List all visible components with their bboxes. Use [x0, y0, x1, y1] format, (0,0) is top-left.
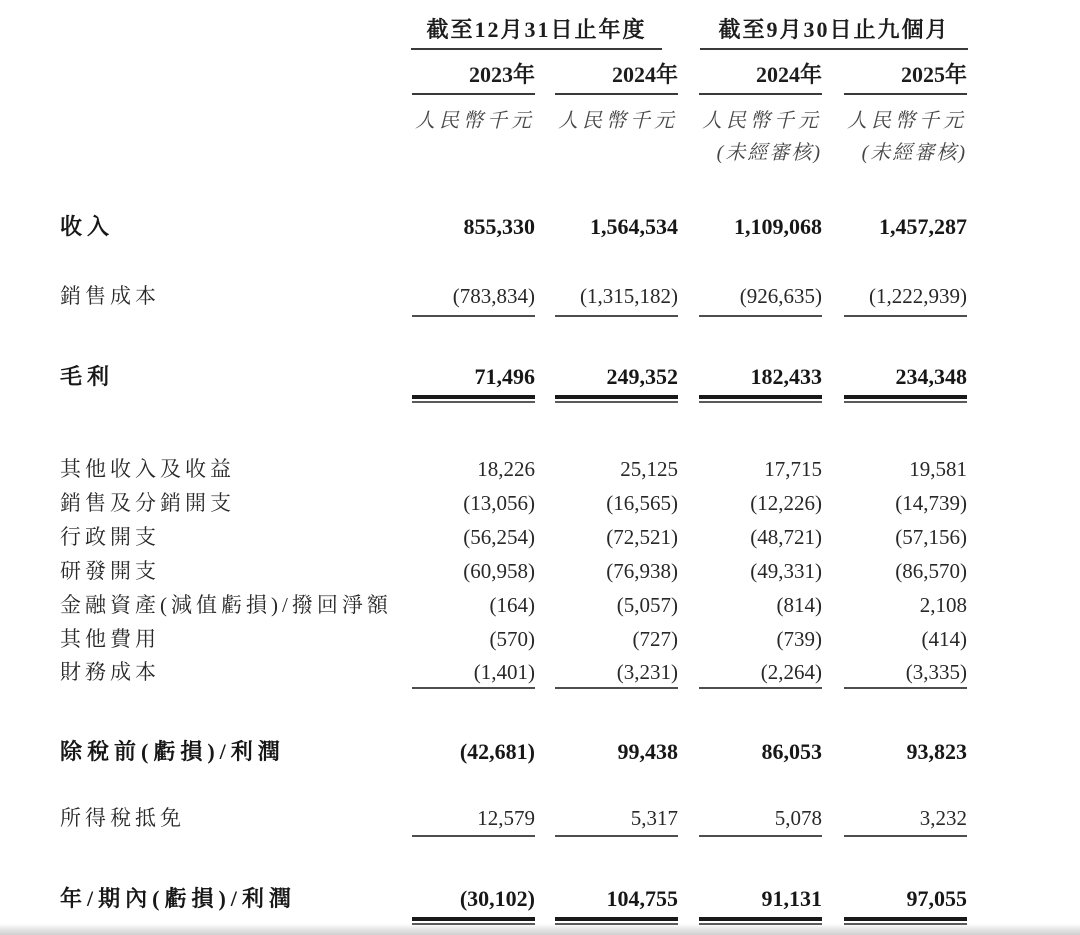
cell-value: 234,348 [822, 364, 967, 399]
cell-value: (56,254) [463, 525, 535, 549]
cell-value: 18,226 [477, 457, 535, 481]
cell-value: 93,823 [906, 739, 967, 764]
cell-value: 5,317 [535, 805, 678, 837]
cell-value: 1,109,068 [734, 214, 822, 239]
unaudited-note-col4: (未經審核) [861, 142, 967, 164]
cell-value: (12,226) [750, 491, 822, 515]
cell-value: (13,056) [463, 491, 535, 515]
cell-value: (3,231) [535, 659, 678, 689]
cell-value: 99,438 [617, 739, 678, 764]
cell-value: (3,335) [822, 659, 967, 689]
cell-value: (5,057) [616, 593, 678, 617]
cell-value: (14,739) [895, 491, 967, 515]
row-rd-expenses: 研發開支 (60,958) (76,938) (49,331) (86,570) [60, 559, 967, 583]
cell-value: 71,496 [408, 364, 535, 399]
header-spacer [0, 62, 408, 95]
row-profit-for-the-period: 年/期內(虧損)/利潤 (30,102) 104,755 91,131 97,055 [0, 886, 967, 921]
row-revenue: 收入 855,330 1,564,534 1,109,068 1,457,287 [60, 214, 967, 239]
cell-value: 2,108 [919, 593, 967, 617]
cell-value: (164) [489, 593, 535, 617]
cell-value: 19,581 [909, 457, 967, 481]
cell-value: (814) [776, 593, 822, 617]
year-header-2023: 2023年 [408, 62, 535, 95]
row-other-expenses: 其他費用 (570) (727) (739) (414) [60, 627, 967, 651]
cell-value: (72,521) [606, 525, 678, 549]
cell-value: (926,635) [678, 283, 822, 317]
cell-value: (739) [776, 627, 822, 651]
cell-value: 97,055 [822, 886, 967, 921]
cell-value: 25,125 [620, 457, 678, 481]
cell-value: 182,433 [678, 364, 822, 399]
year-header-row [0, 62, 967, 95]
cell-value: (783,834) [408, 283, 535, 317]
cell-value: (1,315,182) [535, 283, 678, 317]
unit-col4: 人民幣千元 [847, 110, 967, 132]
cell-value: 12,579 [408, 805, 535, 837]
row-other-income-and-gains: 其他收入及收益 18,226 25,125 17,715 19,581 [60, 457, 967, 481]
row-gross-profit: 毛利 71,496 249,352 182,433 234,348 [0, 364, 967, 399]
cell-value: (76,938) [606, 559, 678, 583]
cell-value: 1,457,287 [879, 214, 967, 239]
cell-value: 3,232 [822, 805, 967, 837]
cell-value: (1,401) [408, 659, 535, 689]
cell-value: 5,078 [678, 805, 822, 837]
unaudited-note-row [0, 140, 967, 166]
cell-value: (2,264) [678, 659, 822, 689]
row-cost-of-sales: 銷售成本 (783,834) (1,315,182) (926,635) (1,222,939) [0, 283, 967, 317]
cell-value: (1,222,939) [822, 283, 967, 317]
cell-value: (86,570) [895, 559, 967, 583]
unit-col2: 人民幣千元 [558, 110, 678, 132]
cell-value: (570) [489, 627, 535, 651]
cell-value: (49,331) [750, 559, 822, 583]
currency-unit-row [0, 108, 967, 134]
year-header-2024fy: 2024年 [535, 62, 678, 95]
year-header-2025-9m: 2025年 [822, 62, 967, 95]
row-financial-asset-impairment: 金融資產(減值虧損)/撥回淨額 (164) (5,057) (814) 2,108 [60, 593, 967, 617]
cell-value: (414) [921, 627, 967, 651]
cell-value: (16,565) [606, 491, 678, 515]
column-group-nine-months: 截至9月30日止九個月 [700, 17, 968, 50]
cell-value: 855,330 [463, 214, 535, 239]
cell-value: (727) [632, 627, 678, 651]
page-bottom-edge [0, 924, 1080, 935]
cell-value: 104,755 [535, 886, 678, 921]
cell-value: (60,958) [463, 559, 535, 583]
row-administrative-expenses: 行政開支 (56,254) (72,521) (48,721) (57,156) [60, 525, 967, 549]
cell-value: (30,102) [408, 886, 535, 921]
column-group-year-ended: 截至12月31日止年度 [411, 17, 662, 50]
cell-value: 91,131 [678, 886, 822, 921]
cell-value: 86,053 [761, 739, 822, 764]
row-profit-before-tax: 除稅前(虧損)/利潤 (42,681) 99,438 86,053 93,823 [60, 739, 967, 764]
cell-value: 249,352 [535, 364, 678, 399]
unaudited-note-col3: (未經審核) [716, 142, 822, 164]
cell-value: (57,156) [895, 525, 967, 549]
row-finance-costs: 財務成本 (1,401) (3,231) (2,264) (3,335) [0, 659, 967, 689]
cell-value: 1,564,534 [590, 214, 678, 239]
row-income-tax-credit: 所得稅抵免 12,579 5,317 5,078 3,232 [0, 805, 967, 837]
year-header-2024-9m: 2024年 [678, 62, 822, 95]
row-selling-distribution-expenses: 銷售及分銷開支 (13,056) (16,565) (12,226) (14,739) [60, 491, 967, 515]
cell-value: (48,721) [750, 525, 822, 549]
cell-value: (42,681) [459, 739, 535, 764]
unit-col1: 人民幣千元 [415, 110, 535, 132]
unit-col3: 人民幣千元 [702, 110, 822, 132]
cell-value: 17,715 [764, 457, 822, 481]
